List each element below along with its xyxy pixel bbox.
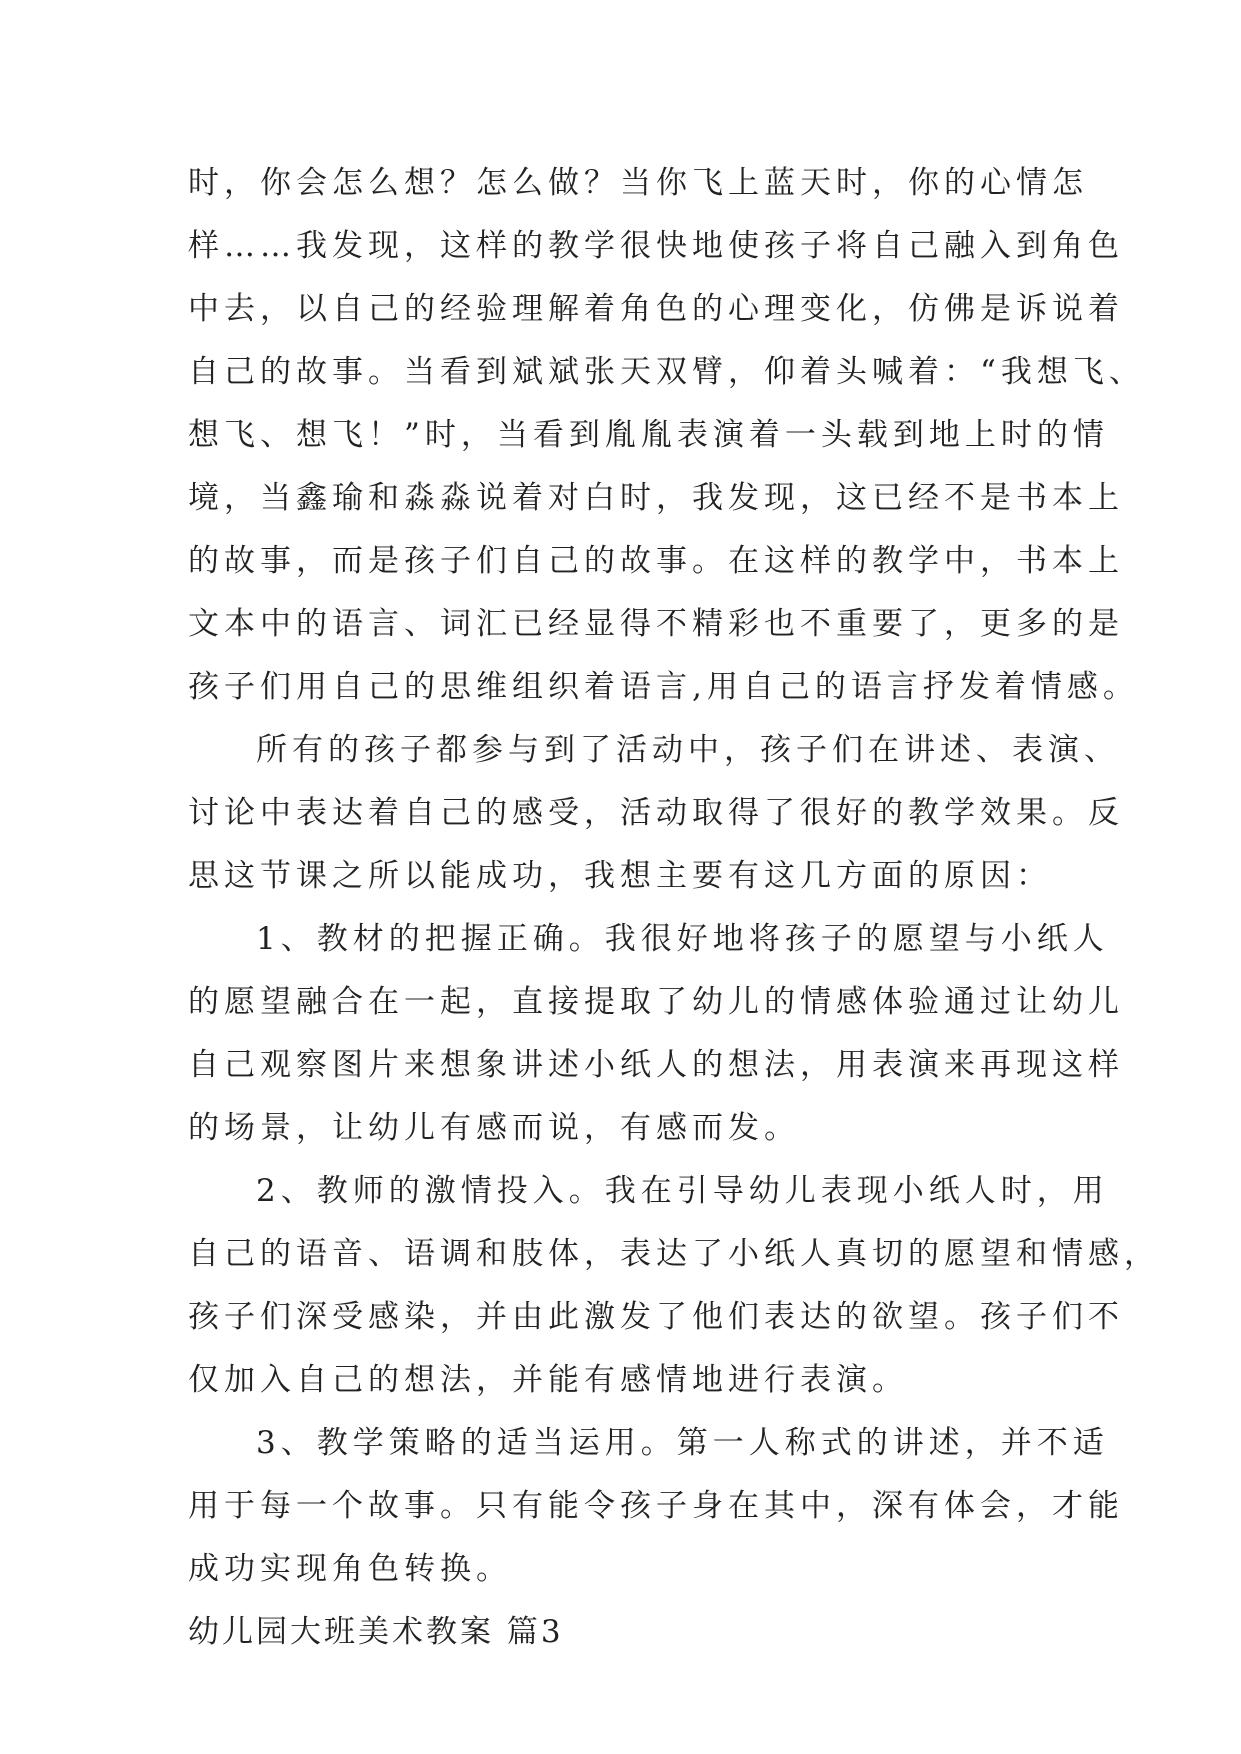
point-1-line-1: 1、教材的把握正确。我很好地将孩子的愿望与小纸人 <box>256 921 1109 957</box>
point-1-line-3: 自己观察图片来想象讲述小纸人的想法，用表演来再现这样 <box>188 1047 1124 1083</box>
point-1-line-2: 的愿望融合在一起，直接提取了幼儿的情感体验通过让幼儿 <box>188 984 1124 1020</box>
point-3-line-3: 成功实现角色转换。 <box>188 1551 512 1587</box>
paragraph-1-line-2: 样……我发现，这样的教学很快地使孩子将自己融入到角色 <box>188 228 1124 264</box>
paragraph-2-line-3: 思这节课之所以能成功，我想主要有这几方面的原因： <box>188 858 1052 894</box>
point-2-line-4: 仅加入自己的想法，并能有感情地进行表演。 <box>188 1362 908 1398</box>
paragraph-2-line-1: 所有的孩子都参与到了活动中，孩子们在讲述、表演、 <box>256 732 1120 768</box>
point-1-line-4: 的场景，让幼儿有感而说，有感而发。 <box>188 1110 800 1146</box>
paragraph-2-line-2: 讨论中表达着自己的感受，活动取得了很好的教学效果。反 <box>188 795 1124 831</box>
paragraph-1-line-6: 境，当鑫瑜和淼淼说着对白时，我发现，这已经不是书本上 <box>188 480 1124 516</box>
paragraph-1-line-5: 想飞、想飞！”时，当看到胤胤表演着一头载到地上时的情 <box>188 417 1109 453</box>
paragraph-1-line-1: 时，你会怎么想？怎么做？当你飞上蓝天时，你的心情怎 <box>188 165 1088 201</box>
point-2-line-3: 孩子们深受感染，并由此激发了他们表达的欲望。孩子们不 <box>188 1299 1124 1335</box>
paragraph-1-line-9: 孩子们用自己的思维组织着语言,用自己的语言抒发着情感。 <box>188 669 1139 705</box>
paragraph-1-line-4: 自己的故事。当看到斌斌张天双臂，仰着头喊着：“我想飞、 <box>188 354 1145 390</box>
paragraph-1-line-8: 文本中的语言、词汇已经显得不精彩也不重要了，更多的是 <box>188 606 1124 642</box>
point-2-line-1: 2、教师的激情投入。我在引导幼儿表现小纸人时，用 <box>256 1173 1109 1209</box>
point-2-line-2: 自己的语音、语调和肢体，表达了小纸人真切的愿望和情感， <box>188 1236 1160 1272</box>
section-heading: 幼儿园大班美术教案 篇3 <box>188 1614 564 1650</box>
point-3-line-1: 3、教学策略的适当运用。第一人称式的讲述，并不适 <box>256 1425 1109 1461</box>
point-3-line-2: 用于每一个故事。只有能令孩子身在其中，深有体会，才能 <box>188 1488 1124 1524</box>
document-page <box>188 152 1160 1664</box>
paragraph-1-line-7: 的故事，而是孩子们自己的故事。在这样的教学中，书本上 <box>188 543 1124 579</box>
paragraph-1-line-3: 中去，以自己的经验理解着角色的心理变化，仿佛是诉说着 <box>188 291 1124 327</box>
